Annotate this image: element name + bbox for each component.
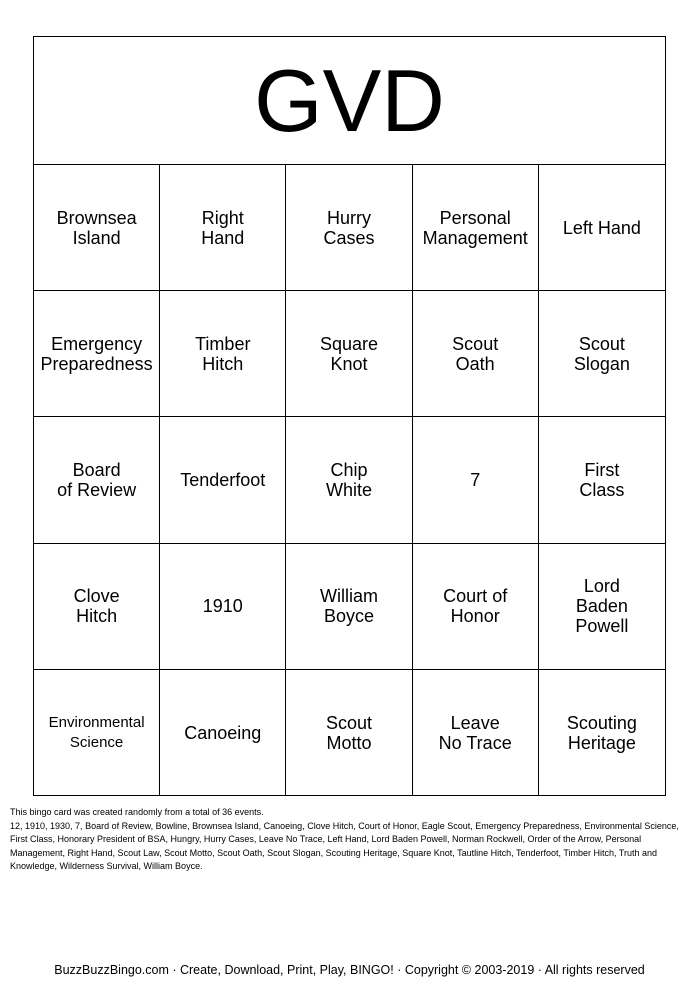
bingo-cell: Chip White (286, 417, 412, 543)
bingo-grid (34, 165, 665, 796)
bingo-cell: 7 (413, 417, 539, 543)
bingo-cell: Canoeing (160, 670, 286, 796)
bingo-cell: Court of Honor (413, 544, 539, 670)
bingo-cell: Tenderfoot (160, 417, 286, 543)
footer: BuzzBuzzBingo.com · Create, Download, Print, Play, BINGO! · Copyright © 2003-2019 · All rights reserved (54, 963, 645, 977)
bingo-cell: Leave No Trace (413, 670, 539, 796)
bingo-cell: Scout Slogan (539, 291, 665, 417)
bingo-cell: Left Hand (539, 165, 665, 291)
bingo-cell: 1910 (160, 544, 286, 670)
bingo-cell: Brownsea Island (34, 165, 160, 291)
card-title: GVD (34, 37, 665, 165)
notes-event-list: 12, 1910, 1930, 7, Board of Review, Bowline, Brownsea Island, Canoeing, Clove Hitch, Court of Honor, Eagle Scout, Emergency Preparedness, Environmental Science, First Class, Honorary President of BSA, Hungry, Hurry Cases, Leave No Trace, Left Hand, Lord Baden Powell, Norman Rockwell, Order of the Arrow, Personal Management, Right Hand, Scout Law, Scout Motto, Scout Oath, Scout Slogan, Scouting Heritage, Square Knot, Tautline Hitch, Tenderfoot, Timber Hitch, Truth and Knowledge, Wilderness Survival, William Boyce. (10, 820, 679, 871)
bingo-cell: Scout Oath (413, 291, 539, 417)
bingo-cell: Scouting Heritage (566, 712, 637, 753)
bingo-card (33, 36, 666, 796)
card-notes (10, 806, 690, 874)
bingo-cell: Personal Management (413, 165, 539, 291)
bingo-cell: Emergency Preparedness (34, 291, 160, 417)
bingo-cell: Clove Hitch (34, 544, 160, 670)
bingo-cell: Board of Review (34, 417, 160, 543)
notes-summary: This bingo card was created randomly from a total of 36 events. (10, 807, 264, 817)
bingo-cell: William Boyce (286, 544, 412, 670)
bingo-cell: Lord Baden Powell (539, 544, 665, 670)
bingo-cell: Right Hand (160, 165, 286, 291)
bingo-cell: Scout Motto (286, 670, 412, 796)
bingo-cell: Timber Hitch (160, 291, 286, 417)
bingo-cell: Environmental Science (34, 670, 160, 796)
bingo-cell: Hurry Cases (286, 165, 412, 291)
bingo-cell: First Class (539, 417, 665, 543)
bingo-cell: Square Knot (286, 291, 412, 417)
